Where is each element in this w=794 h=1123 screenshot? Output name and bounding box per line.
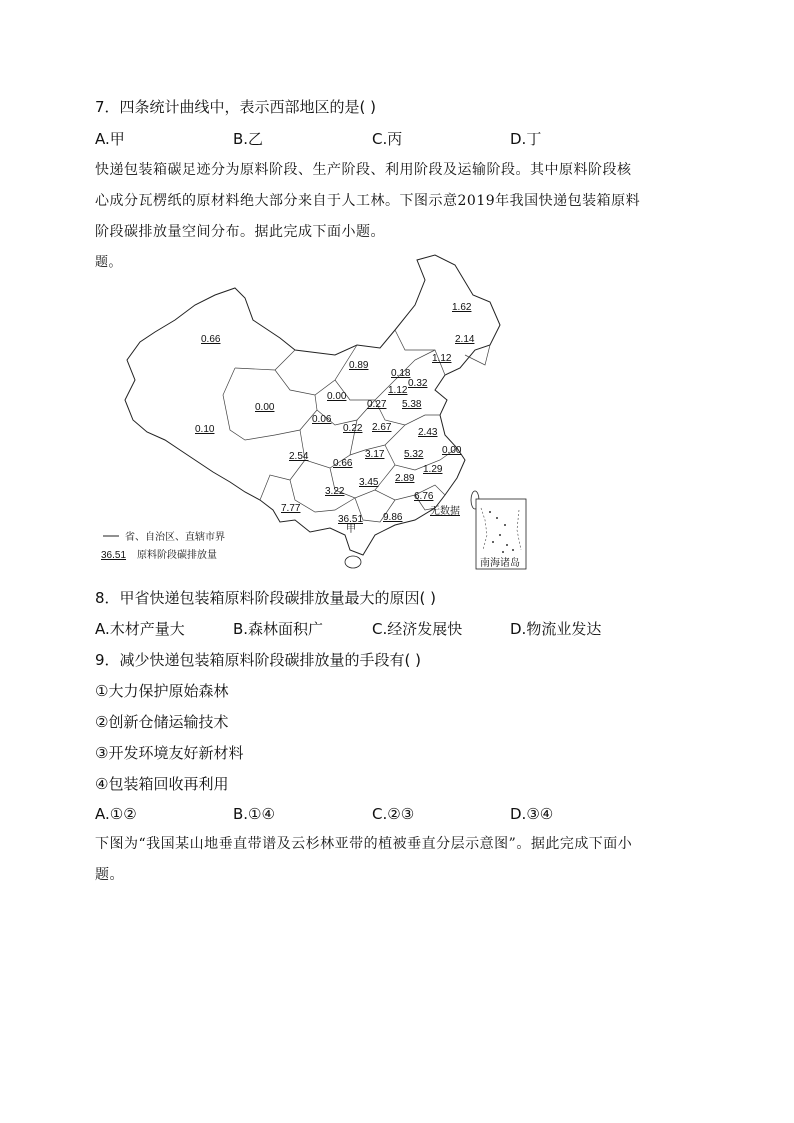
map-value: 0.22 — [343, 423, 363, 434]
map-value: 0.66 — [201, 334, 221, 345]
map-value: 2.89 — [395, 473, 415, 484]
intro1-line4: 题。 — [95, 255, 123, 270]
q9-option-d: D.③④ — [510, 805, 554, 823]
map-value: 5.32 — [404, 449, 424, 460]
q7-option-a: A.甲 — [95, 130, 125, 148]
map-value: 3.45 — [359, 477, 379, 488]
intro1-line1: 快递包装箱碳足迹分为原料阶段、生产阶段、利用阶段及运输阶段。其中原料阶段核 — [95, 162, 632, 178]
map-value: 1.62 — [452, 302, 472, 313]
intro2-line1: 下图为“我国某山地垂直带谱及云杉林亚带的植被垂直分层示意图”。据此完成下面小 — [95, 836, 633, 852]
map-value: 1.12 — [388, 385, 408, 396]
intro1-line2: 心成分瓦楞纸的原材料绝大部分来自于人工林。下图示意2019年我国快递包装箱原料 — [95, 193, 641, 209]
map-value: 36.51 — [338, 514, 364, 525]
map-value: 2.67 — [372, 422, 392, 433]
q9-item-4: ④包装箱回收再利用 — [95, 775, 229, 793]
q9-item-2: ②创新仓储运输技术 — [95, 713, 229, 731]
map-marker-jia: 甲 — [346, 524, 356, 535]
map-value: 7.77 — [281, 503, 301, 514]
q7-option-c: C.丙 — [372, 130, 403, 148]
map-value: 3.22 — [325, 486, 345, 497]
legend-boundary-text: 省、自治区、直辖市界 — [125, 532, 225, 543]
q9-stem: 9．减少快递包装箱原料阶段碳排放量的手段有( ) — [95, 651, 422, 669]
legend-value-sample: 36.51 — [101, 550, 127, 561]
hainan-outline — [345, 556, 361, 568]
map-value: 0.18 — [391, 368, 411, 379]
map-value: 1.12 — [432, 353, 452, 364]
q8-option-c: C.经济发展快 — [372, 620, 463, 638]
q9-option-b: B.①④ — [233, 805, 275, 823]
intro2-line2: 题。 — [95, 867, 124, 883]
map-value: 3.17 — [365, 449, 385, 460]
q9-item-1: ①大力保护原始森林 — [95, 682, 229, 700]
q9-item-3: ③开发环境友好新材料 — [95, 744, 244, 762]
map-value: 2.54 — [289, 451, 309, 462]
map-value: 0.89 — [349, 360, 369, 371]
q7-stem: 7．四条统计曲线中，表示西部地区的是( ) — [95, 98, 377, 116]
map-value: 0.32 — [408, 378, 428, 389]
map-value: 6.76 — [414, 491, 434, 502]
q9-option-c: C.②③ — [372, 805, 415, 823]
q8-option-d: D.物流业发达 — [510, 620, 602, 638]
q8-option-a: A.木材产量大 — [95, 620, 185, 638]
inset-label: 南海诸岛 — [480, 558, 520, 569]
q7-option-b: B.乙 — [233, 130, 264, 148]
map-value: 0.10 — [195, 424, 215, 435]
legend-value-desc: 原料阶段碳排放量 — [137, 550, 217, 561]
map-value: 2.14 — [455, 334, 475, 345]
map-value: 0.66 — [333, 458, 353, 469]
q8-option-b: B.森林面积广 — [233, 620, 324, 638]
map-value: 0.00 — [255, 402, 275, 413]
map-value: 9.86 — [383, 512, 403, 523]
map-value: 0.00 — [327, 391, 347, 402]
map-value: 2.43 — [418, 427, 438, 438]
map-value: 0.27 — [367, 399, 387, 410]
map-value: 1.29 — [423, 464, 443, 475]
map-value: 0.00 — [442, 445, 462, 456]
map-value: 0.06 — [312, 414, 332, 425]
map-value: 无数据 — [430, 506, 460, 517]
q9-option-a: A.①② — [95, 805, 137, 823]
china-carbon-map — [95, 250, 535, 580]
q8-stem: 8．甲省快递包装箱原料阶段碳排放量最大的原因( ) — [95, 589, 437, 607]
map-svg — [95, 250, 535, 580]
intro1-line3: 阶段碳排放量空间分布。据此完成下面小题。 — [95, 224, 385, 240]
q7-option-d: D.丁 — [510, 130, 542, 148]
map-value: 5.38 — [402, 399, 422, 410]
